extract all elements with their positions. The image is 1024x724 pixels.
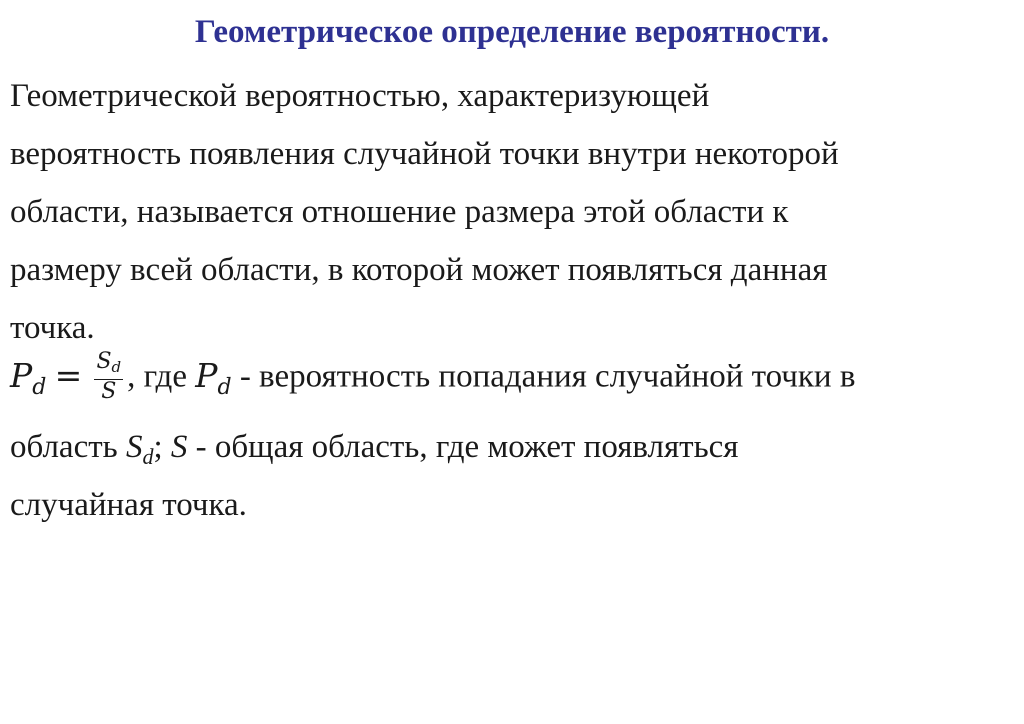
- definition-paragraph: [10, 67, 1014, 357]
- area-definition-line: [10, 418, 1014, 476]
- final-line: случайная точка.: [10, 487, 247, 523]
- formula-equals: =: [54, 355, 83, 395]
- pd-symbol: $P_d$: [195, 355, 232, 400]
- definition-line: вероятность появления случайной точки внутри некоторой: [10, 136, 839, 172]
- s-symbol: S: [170, 429, 188, 465]
- s-description: - общая область, где может появляться: [187, 429, 739, 465]
- formula-line: [10, 349, 1014, 414]
- fraction-numerator: $S_d$: [94, 350, 123, 380]
- formula-lhs: $P_d$: [10, 355, 47, 400]
- definition-line: области, называется отношение размера этой области к: [10, 194, 789, 230]
- formula-where-text: , где: [127, 358, 196, 395]
- definition-line: размеру всей области, в которой может появляться данная: [10, 252, 828, 288]
- formula-fraction: [94, 350, 123, 404]
- pd-description: - вероятность попадания случайной точки в: [231, 358, 856, 395]
- sd-symbol: $S_d$: [125, 429, 154, 469]
- area-prefix: область: [10, 429, 126, 465]
- semicolon: ;: [153, 429, 171, 465]
- slide-title: Геометрическое определение вероятности.: [194, 14, 830, 50]
- fraction-denominator: S: [101, 379, 117, 404]
- definition-line: точка.: [10, 310, 95, 346]
- definition-line: Геометрической вероятностью, характеризующей: [10, 78, 710, 114]
